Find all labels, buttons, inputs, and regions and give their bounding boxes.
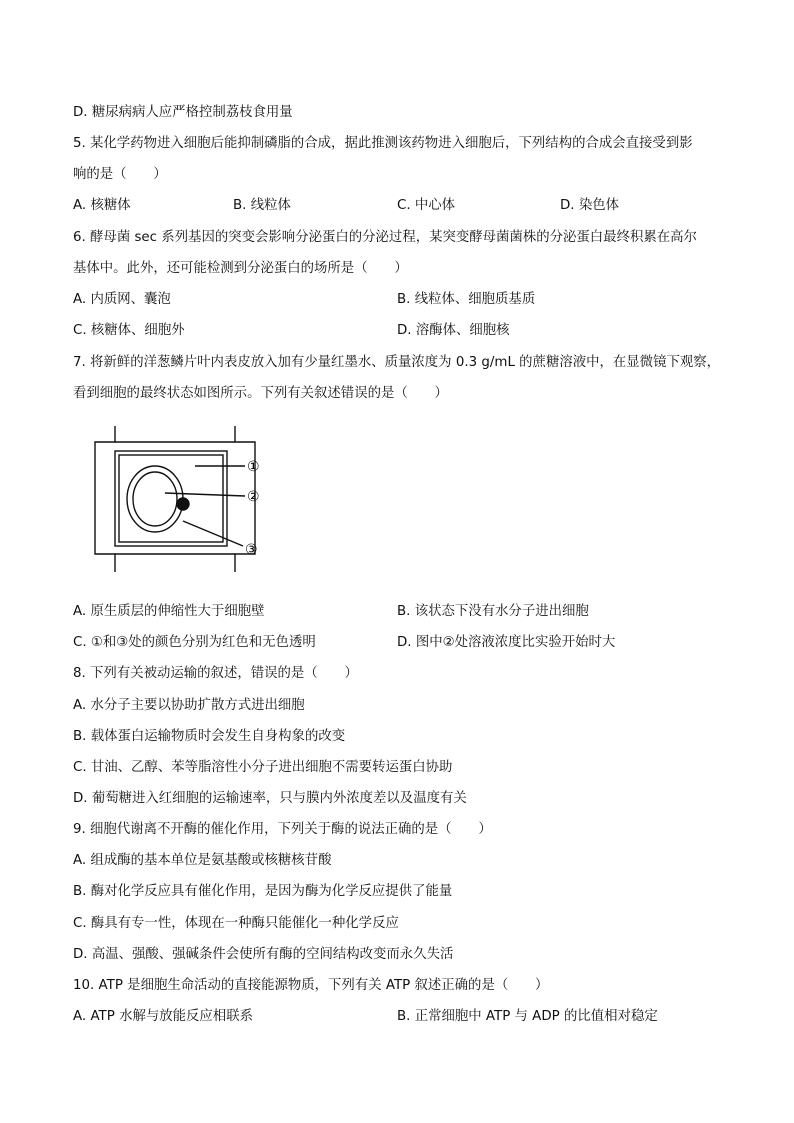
q6-option-a: A. 内质网、囊泡 bbox=[73, 292, 171, 307]
q7-stem-line1: 7. 将新鲜的洋葱鳞片叶内表皮放入加有少量红墨水、质量浓度为 0.3 g/mL 的蔗糖溶液中，在显微镜下观察， bbox=[73, 355, 721, 370]
q9-option-b: B. 酶对化学反应具有催化作用，是因为酶为化学反应提供了能量 bbox=[73, 884, 453, 899]
q5-option-b: B. 线粒体 bbox=[233, 198, 291, 213]
q7-option-c: C. ①和③处的颜色分别为红色和无色透明 bbox=[73, 635, 316, 650]
q6-stem-line2: 基体中。此外，还可能检测到分泌蛋白的场所是（ ） bbox=[73, 261, 408, 276]
protoplast bbox=[127, 466, 183, 532]
q5-option-c: C. 中心体 bbox=[397, 198, 456, 213]
q5-stem-line2: 响的是（ ） bbox=[73, 167, 167, 182]
q6-option-d: D. 溶酶体、细胞核 bbox=[397, 323, 510, 338]
q7-option-b: B. 该状态下没有水分子进出细胞 bbox=[397, 604, 589, 619]
q7-option-d: D. 图中②处溶液浓度比实验开始时大 bbox=[397, 635, 616, 650]
q8-option-a: A. 水分子主要以协助扩散方式进出细胞 bbox=[73, 698, 305, 713]
q6-stem-line1: 6. 酵母菌 sec 系列基因的突变会影响分泌蛋白的分泌过程，某突变酵母菌菌株的分泌蛋白最终积累在高尔 bbox=[73, 230, 697, 245]
q5-option-d: D. 染色体 bbox=[560, 198, 619, 213]
q9-option-c: C. 酶具有专一性，体现在一种酶只能催化一种化学反应 bbox=[73, 916, 399, 931]
label-1: ① bbox=[247, 459, 260, 475]
q6-option-b: B. 线粒体、细胞质基质 bbox=[397, 292, 536, 307]
q5-option-a: A. 核糖体 bbox=[73, 198, 131, 213]
nucleus bbox=[177, 498, 189, 510]
q10-option-b: B. 正常细胞中 ATP 与 ADP 的比值相对稳定 bbox=[397, 1009, 658, 1024]
q10-option-a: A. ATP 水解与放能反应相联系 bbox=[73, 1009, 253, 1024]
q4-option-d: D. 糖尿病病人应严格控制荔枝食用量 bbox=[73, 105, 293, 120]
q8-option-d: D. 葡萄糖进入红细胞的运输速率，只与膜内外浓度差以及温度有关 bbox=[73, 791, 467, 806]
q9-stem: 9. 细胞代谢离不开酶的催化作用，下列关于酶的说法正确的是（ ） bbox=[73, 822, 492, 837]
q5-stem-line1: 5. 某化学药物进入细胞后能抑制磷脂的合成，据此推测该药物进入细胞后，下列结构的合成会直接受到影 bbox=[73, 136, 693, 151]
q6-option-c: C. 核糖体、细胞外 bbox=[73, 323, 185, 338]
q7-stem-line2: 看到细胞的最终状态如图所示。下列有关叙述错误的是（ ） bbox=[73, 386, 448, 401]
q10-stem: 10. ATP 是细胞生命活动的直接能源物质，下列有关 ATP 叙述正确的是（ ） bbox=[73, 978, 549, 993]
q8-option-b: B. 载体蛋白运输物质时会发生自身构象的改变 bbox=[73, 729, 346, 744]
plant-cell-diagram bbox=[85, 424, 275, 574]
q9-option-d: D. 高温、强酸、强碱条件会使所有酶的空间结构改变而永久失活 bbox=[73, 947, 454, 962]
q8-stem: 8. 下列有关被动运输的叙述，错误的是（ ） bbox=[73, 666, 358, 681]
label-2: ② bbox=[247, 489, 260, 505]
q8-option-c: C. 甘油、乙醇、苯等脂溶性小分子进出细胞不需要转运蛋白协助 bbox=[73, 760, 453, 775]
cell-wall-outline bbox=[95, 426, 115, 572]
label-3: ③ bbox=[245, 542, 258, 558]
q9-option-a: A. 组成酶的基本单位是氨基酸或核糖核苷酸 bbox=[73, 853, 332, 868]
q7-option-a: A. 原生质层的伸缩性大于细胞壁 bbox=[73, 604, 265, 619]
